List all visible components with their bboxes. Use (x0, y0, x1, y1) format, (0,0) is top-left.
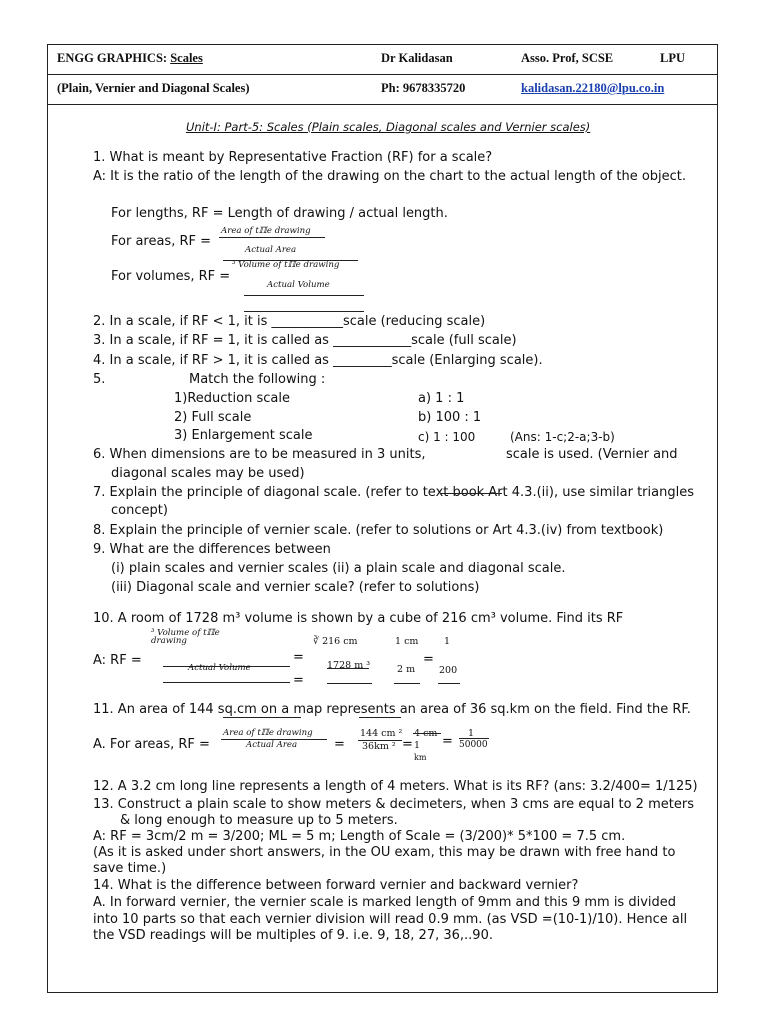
q9-line2: (i) plain scales and vernier scales (ii) a plain scale and diagonal scale. (111, 561, 566, 576)
course-topic: Scales (170, 51, 203, 65)
q1-lengths: For lengths, RF = Length of drawing / actual length. (111, 206, 448, 221)
q5-left-item: 2) Full scale (174, 410, 252, 425)
q13-answer-2: (As it is asked under short answers, in the OU exam, this may be drawn with free hand to (93, 845, 676, 860)
q1-areas-fraction-bar (219, 237, 325, 238)
q10-equals-3: = (423, 652, 434, 667)
q10-f2-num: 1 cm (395, 636, 419, 647)
q11-f2-unit: km (414, 753, 427, 762)
q14-answer-3: the VSD readings will be multiples of 9. i.e. 9, 18, 27, 36,..90. (93, 928, 493, 943)
header-divider-2 (47, 104, 718, 105)
q5-answer: (Ans: 1-c;2-a;3-b) (510, 430, 615, 444)
q10-f1-den: 1728 m ³ (327, 660, 371, 671)
q10-f3-underline (438, 683, 460, 684)
q10-f3-den: 200 (439, 665, 458, 676)
q3-text: 3. In a scale, if RF = 1, it is called as ____________scale (full scale) (93, 333, 517, 348)
q11-f1-num: 144 cm ² (360, 728, 403, 739)
q7-strike (440, 493, 502, 494)
q11-f1-den: 36km ² (362, 741, 396, 752)
q2-text: 2. In a scale, if RF < 1, it is ___________scale (reducing scale) (93, 314, 486, 329)
q1-volume-denominator: Actual Volume (267, 280, 330, 290)
q1-volume-numerator: ³ Volume of tℿe drawing (232, 260, 340, 270)
q11-denominator: Actual Area (246, 740, 298, 750)
q10-numerator-2: drawing (151, 636, 187, 646)
q1-volume-underline (244, 311, 364, 312)
q5-left-item: 1)Reduction scale (174, 391, 290, 406)
q10-equals-2: = (293, 673, 304, 688)
q11-f2-strike (413, 733, 441, 734)
q11-equals: = (334, 737, 345, 752)
q5-title: Match the following : (189, 372, 326, 387)
header-author: Dr Kalidasan (381, 51, 453, 65)
q1-answer: A: It is the ratio of the length of the drawing on the chart to the actual length of the object. (93, 169, 687, 184)
q11-f2-num: 4 cm (414, 728, 438, 739)
q10-f2-den: 2 m (397, 664, 416, 675)
q10-equals: = (293, 650, 304, 665)
q10-f3-num: 1 (444, 636, 451, 647)
q6-line1a: 6. When dimensions are to be measured in 3 units, (93, 447, 426, 462)
q11-underline-2 (359, 717, 401, 718)
q1-question: 1. What is meant by Representative Fraction (RF) for a scale? (93, 150, 493, 165)
q13-line1: 13. Construct a plain scale to show meters & decimeters, when 3 cms are equal to 2 meters (93, 797, 694, 812)
q1-volumes-label: For volumes, RF = (111, 269, 231, 284)
header-position: Asso. Prof, SCSE (521, 51, 614, 65)
q1-areas-numerator: Area of tℿe drawing (221, 226, 311, 236)
q14-question: 14. What is the difference between forward vernier and backward vernier? (93, 878, 579, 893)
header-divider-1 (47, 74, 718, 75)
q9-line3: (iii) Diagonal scale and vernier scale? (refer to solutions) (111, 580, 480, 595)
q10-f1-num: ∛ 216 cm (313, 636, 358, 647)
header-email-link[interactable]: kalidasan.22180@lpu.co.in (521, 81, 665, 95)
q10-label: A: RF = (93, 653, 142, 668)
q7-line1: 7. Explain the principle of diagonal scale. (refer to text book Art 4.3.(ii), use similar triangles (93, 485, 694, 500)
q10-question: 10. A room of 1728 m³ volume is shown by a cube of 216 cm³ volume. Find its RF (93, 611, 624, 626)
q1-areas-denominator: Actual Area (245, 245, 297, 255)
q5-left-item: 3) Enlargement scale (174, 428, 313, 443)
q11-question: 11. An area of 144 sq.cm on a map represents an area of 36 sq.km on the field. Find the RF. (93, 702, 691, 717)
q11-label: A. For areas, RF = (93, 737, 210, 752)
q5-right-item: b) 100 : 1 (418, 410, 482, 425)
q9-line1: 9. What are the differences between (93, 542, 331, 557)
q6-line2: diagonal scales may be used) (111, 466, 305, 481)
q11-underline-1 (223, 717, 301, 718)
q1-areas-label: For areas, RF = (111, 234, 212, 249)
q10-numerator: ³ Volume of tℿe (151, 628, 220, 638)
q5-right-item: c) 1 : 100 (418, 430, 476, 444)
header-phone: Ph: 9678335720 (381, 81, 466, 95)
header-subtitle: (Plain, Vernier and Diagonal Scales) (57, 81, 250, 95)
q4-text: 4. In a scale, if RF > 1, it is called as _________scale (Enlarging scale). (93, 353, 543, 368)
header-institute: LPU (660, 51, 685, 65)
q11-f2-den: 1 (414, 740, 421, 751)
q1-volume-fraction-bar (244, 295, 364, 296)
q13-line2: & long enough to measure up to 5 meters. (120, 813, 398, 828)
q13-answer-3: save time.) (93, 861, 167, 876)
q7-line2: concept) (111, 503, 168, 518)
q10-f1-underline (327, 683, 372, 684)
q12-text: 12. A 3.2 cm long line represents a length of 4 meters. What is its RF? (ans: 3.2/400= 1/125) (93, 779, 698, 794)
q11-f3-num: 1 (468, 728, 475, 739)
q5-number: 5. (93, 372, 106, 387)
q14-answer-1: A. In forward vernier, the vernier scale is marked length of 9mm and this 9 mm is divided (93, 895, 677, 910)
q10-denominator: Actual Volume (188, 663, 251, 673)
q11-equals-3: = (442, 734, 453, 749)
q13-answer-1: A: RF = 3cm/2 m = 3/200; ML = 5 m; Length of Scale = (3/200)* 5*100 = 7.5 cm. (93, 829, 626, 844)
q11-numerator: Area of tℿe drawing (223, 728, 313, 738)
q8-text: 8. Explain the principle of vernier scale. (refer to solutions or Art 4.3.(iv) from textbook) (93, 523, 664, 538)
q11-equals-2: = (402, 737, 413, 752)
q14-answer-2: into 10 parts so that each vernier division will read 0.9 mm. (as VSD =(10-1)/10). Hence all (93, 912, 688, 927)
course-label: ENGG GRAPHICS: (57, 51, 168, 65)
q10-f1-strike (327, 668, 369, 669)
q11-f3-den: 50000 (459, 740, 488, 750)
unit-title: Unit-I: Part-5: Scales (Plain scales, Diagonal scales and Vernier scales) (186, 120, 591, 134)
header-course (57, 51, 203, 66)
q10-f2-underline (394, 683, 420, 684)
q11-f3-bar (459, 738, 489, 739)
q6-line1b: scale is used. (Vernier and (506, 447, 678, 462)
q10-fraction-underline (163, 682, 290, 683)
q5-right-item: a) 1 : 1 (418, 391, 465, 406)
